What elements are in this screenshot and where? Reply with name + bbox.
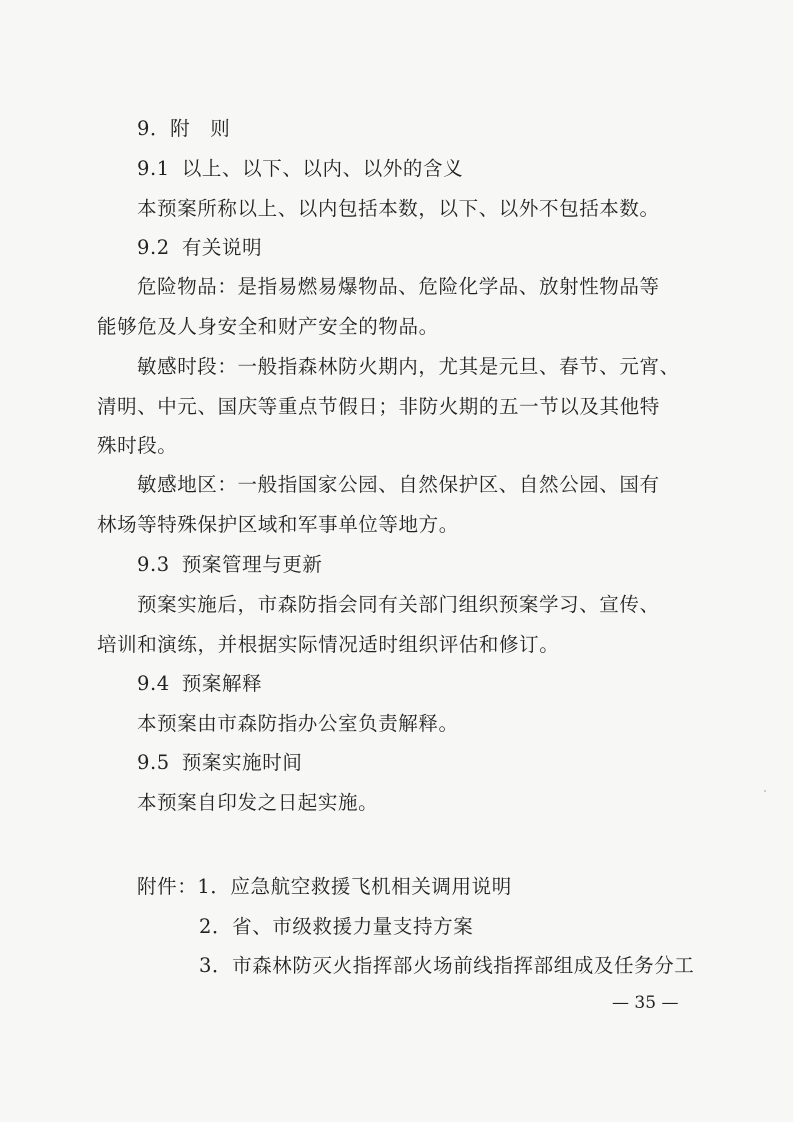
subsection-title: 预案实施时间: [181, 751, 303, 774]
paragraph-text: 危险物品：是指易燃易爆物品、危险化学品、放射性物品等: [137, 275, 660, 298]
paragraph-line: [97, 315, 439, 339]
attachment-item: 2．省、市级救援力量支持方案: [199, 915, 474, 938]
paragraph-line: [97, 434, 177, 458]
paragraph-line: [97, 395, 660, 419]
attachment-line: [137, 875, 512, 899]
paragraph-text: 清明、中元、国庆等重点节假日；非防火期的五一节以及其他特: [97, 395, 660, 418]
subsection-heading-9-1: [137, 157, 463, 181]
paragraph-text: 敏感地区：一般指国家公园、自然保护区、自然公园、国有: [137, 473, 660, 496]
paragraph-text: 本预案自印发之日起实施。: [137, 791, 379, 814]
paragraph: [137, 197, 660, 221]
paragraph: [137, 791, 378, 815]
section-heading: [137, 117, 230, 141]
subsection-title: 预案解释: [181, 672, 263, 695]
subsection-number: 9.3: [137, 553, 170, 576]
subsection-number: 9.2: [137, 236, 170, 259]
paragraph-line: [137, 355, 680, 379]
paragraph-line: [137, 473, 660, 497]
attachment-item: 3．市森林防灭火指挥部火场前线指挥部组成及任务分工: [199, 954, 695, 977]
attachment-line: [199, 954, 694, 978]
subsection-heading-9-2: [137, 236, 262, 260]
paragraph-text: 本预案由市森防指办公室负责解释。: [137, 712, 459, 735]
subsection-number: 9.5: [137, 751, 170, 774]
paragraph-text: 能够危及人身安全和财产安全的物品。: [97, 315, 439, 338]
subsection-heading-9-5: [137, 751, 302, 775]
paragraph-text: 培训和演练，并根据实际情况适时组织评估和修订。: [97, 633, 560, 656]
paragraph-text: 本预案所称以上、以内包括本数，以下、以外不包括本数。: [137, 197, 660, 220]
subsection-heading-9-3: [137, 553, 323, 577]
subsection-number: 9.4: [137, 672, 170, 695]
subsection-heading-9-4: [137, 672, 262, 696]
attachment-label: 附件：: [137, 875, 198, 898]
subsection-title: 预案管理与更新: [181, 553, 323, 576]
paragraph-text: 敏感时段：一般指森林防火期内，尤其是元旦、春节、元宵、: [137, 355, 680, 378]
scan-speck: [764, 790, 766, 792]
subsection-title: 以上、以下、以内、以外的含义: [181, 157, 464, 180]
section-title: 9．附 则: [137, 117, 231, 140]
paragraph: [137, 712, 459, 736]
paragraph-line: [97, 513, 459, 537]
attachment-item: 1．应急航空救援飞机相关调用说明: [197, 875, 512, 898]
paragraph-line: [137, 593, 660, 617]
paragraph-text: 预案实施后，市森防指会同有关部门组织预案学习、宣传、: [137, 593, 660, 616]
page-number: — 35 —: [612, 993, 679, 1013]
subsection-title: 有关说明: [181, 236, 263, 259]
attachment-line: [199, 915, 473, 939]
paragraph-text: 林场等特殊保护区域和军事单位等地方。: [97, 513, 459, 536]
subsection-number: 9.1: [137, 157, 170, 180]
paragraph-line: [97, 633, 559, 657]
paragraph-text: 殊时段。: [97, 434, 178, 457]
paragraph-line: [137, 275, 660, 299]
